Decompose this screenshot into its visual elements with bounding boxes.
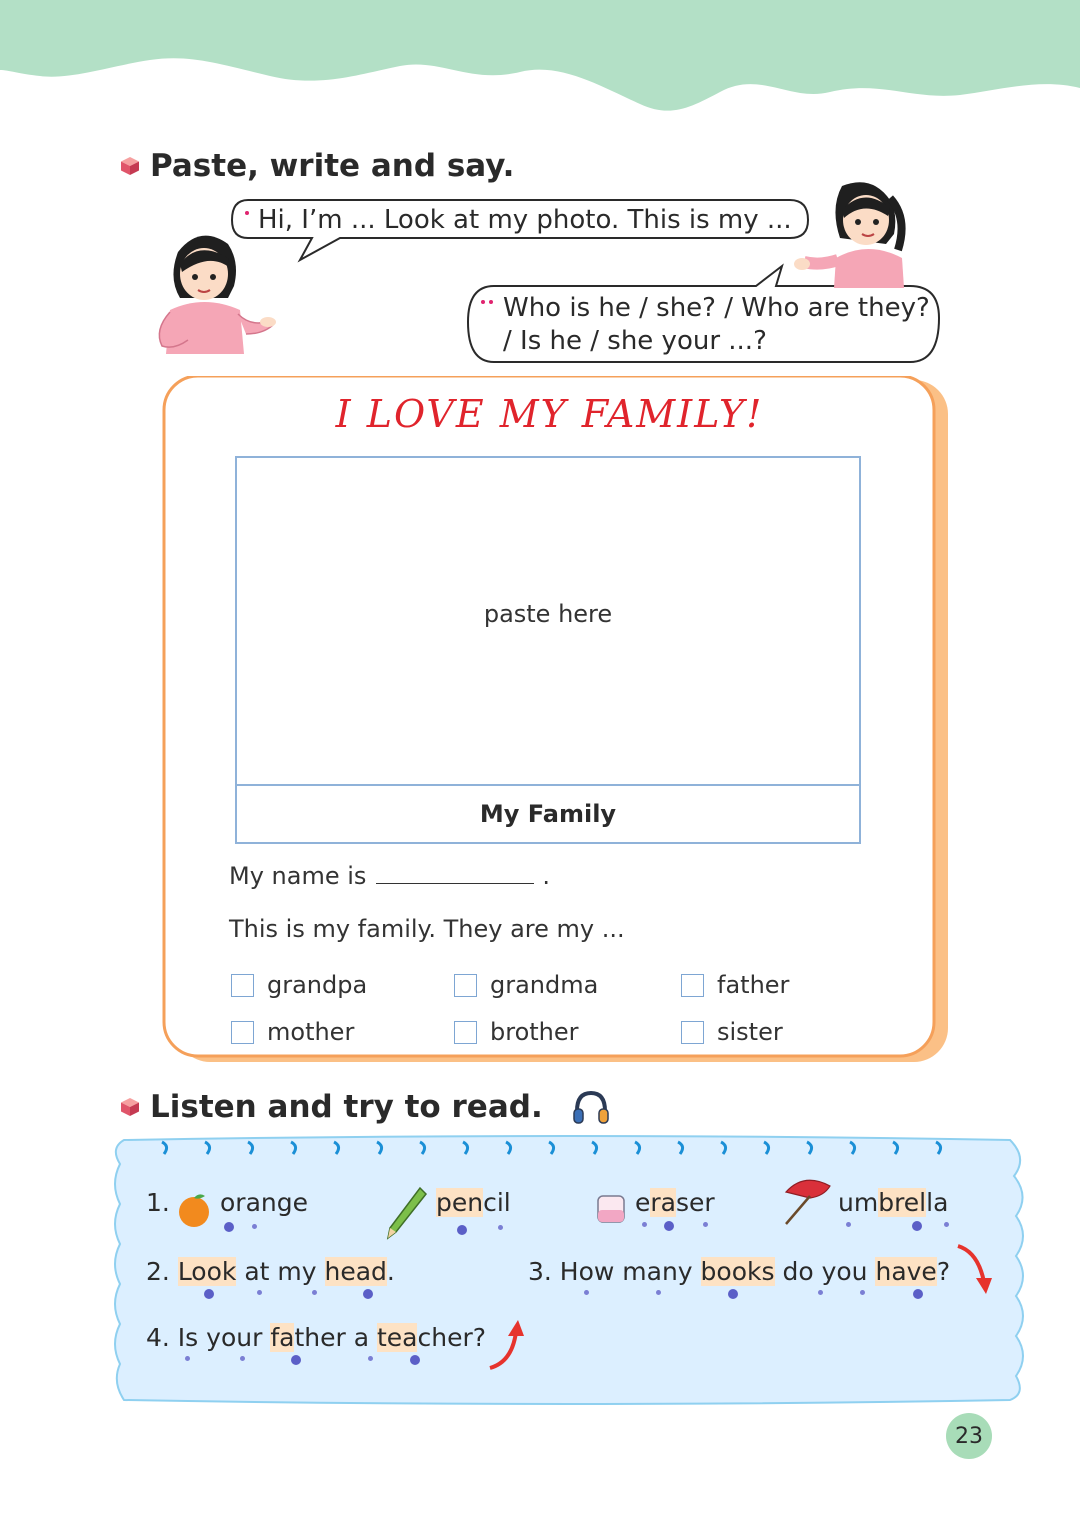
cube-bullet-icon [120, 1097, 140, 1117]
sentence-2: 2. Look at my head. [146, 1257, 395, 1286]
name-line [229, 862, 550, 890]
cube-bullet-icon [120, 156, 140, 176]
weak-dot [185, 1356, 190, 1361]
weak-dot [368, 1356, 373, 1361]
name-prefix: My name is [229, 862, 367, 890]
option-brother[interactable] [454, 1018, 579, 1046]
pencil-icon [384, 1186, 428, 1240]
card-title: I LOVE MY FAMILY! [335, 392, 764, 436]
weak-dot [944, 1222, 949, 1227]
checkbox[interactable] [454, 1021, 477, 1044]
stress-dot [728, 1289, 738, 1299]
sentence-3: 3. How many books do you have? [528, 1257, 951, 1286]
option-label: grandma [490, 971, 599, 999]
checkbox[interactable] [681, 1021, 704, 1044]
stress-dot [291, 1355, 301, 1365]
falling-intonation-arrow-icon [956, 1244, 996, 1296]
stress-dot [224, 1222, 234, 1232]
option-mother[interactable] [231, 1018, 354, 1046]
option-grandma[interactable] [454, 971, 598, 999]
stress-dot [912, 1221, 922, 1231]
section-heading-paste [120, 148, 514, 184]
word-pencil: pencil [436, 1188, 511, 1217]
rising-intonation-arrow-icon [488, 1318, 532, 1370]
photo-caption: My Family [235, 784, 861, 844]
umbrella-icon [780, 1172, 834, 1228]
checkbox[interactable] [231, 974, 254, 997]
weak-dot [656, 1290, 661, 1295]
weak-dot [642, 1222, 647, 1227]
name-suffix: . [542, 862, 551, 890]
option-grandpa[interactable] [231, 971, 367, 999]
weak-dot [498, 1225, 503, 1230]
weak-dot [312, 1290, 317, 1295]
speech-bubble-2-line1: Who is he / she? / Who are they? [503, 293, 930, 323]
stress-dot [204, 1289, 214, 1299]
weak-dot [257, 1290, 262, 1295]
weak-dot [252, 1224, 257, 1229]
name-blank[interactable] [376, 883, 534, 884]
option-label: brother [490, 1018, 579, 1046]
option-sister[interactable] [681, 1018, 783, 1046]
photo-paste-area[interactable] [235, 456, 861, 786]
girl-right-illustration [790, 178, 910, 288]
stress-dot [664, 1221, 674, 1231]
weak-dot [846, 1222, 851, 1227]
page-number: 23 [946, 1413, 992, 1459]
option-father[interactable] [681, 971, 789, 999]
sentence-4: 4. Is your father a teacher? [146, 1323, 487, 1352]
weak-dot [703, 1222, 708, 1227]
girl-left-illustration [148, 222, 278, 360]
speech-bubble-2-line2: / Is he / she your ...? [503, 326, 767, 356]
word-eraser: eraser [635, 1188, 715, 1217]
stress-dot [913, 1289, 923, 1299]
option-label: sister [717, 1018, 783, 1046]
item-1-number: 1. [146, 1188, 170, 1217]
checkbox[interactable] [454, 974, 477, 997]
word-orange: orange [220, 1188, 308, 1217]
checkbox[interactable] [231, 1021, 254, 1044]
eraser-icon [595, 1192, 627, 1226]
weak-dot [584, 1290, 589, 1295]
family-line: This is my family. They are my ... [229, 915, 625, 943]
speech-bubble-1-text: Hi, I’m ... Look at my photo. This is my ... [258, 205, 792, 235]
weak-dot [818, 1290, 823, 1295]
section-title: Listen and try to read. [150, 1089, 543, 1125]
header-wave [0, 0, 1080, 130]
section-heading-listen [120, 1087, 611, 1127]
paste-here-label: paste here [483, 600, 613, 628]
word-umbrella: umbrella [838, 1188, 949, 1217]
weak-dot [860, 1290, 865, 1295]
section-title: Paste, write and say. [150, 148, 515, 184]
orange-icon [175, 1190, 213, 1228]
binder-rings [150, 1136, 960, 1160]
option-label: father [717, 971, 790, 999]
headphones-icon[interactable] [571, 1087, 611, 1127]
stress-dot [457, 1225, 467, 1235]
stress-dot [410, 1355, 420, 1365]
option-label: mother [267, 1018, 355, 1046]
option-label: grandpa [267, 971, 368, 999]
stress-dot [363, 1289, 373, 1299]
weak-dot [240, 1356, 245, 1361]
checkbox[interactable] [681, 974, 704, 997]
